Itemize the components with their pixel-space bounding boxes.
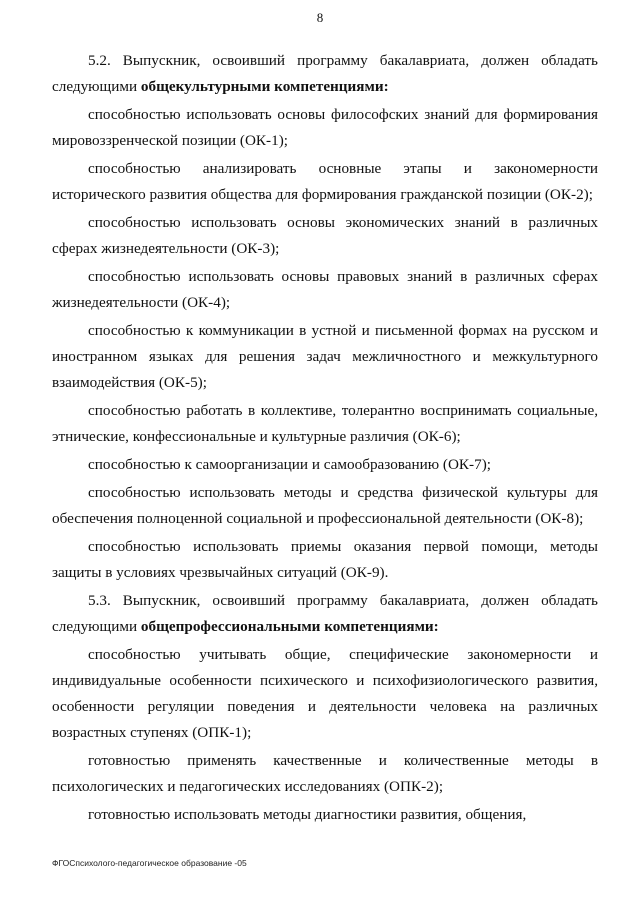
- competency-ok-2: способностью анализировать основные этапы и закономерности исторического развития общества для формирования гражданской позиции (ОК-2);: [52, 160, 598, 203]
- document-body: [52, 48, 598, 828]
- competency-ok-5: способностью к коммуникации в устной и письменной формах на русском и иностранном языках для решения задач межличностного и межкультурного взаимодействия (ОК-5);: [52, 322, 598, 391]
- competency-ok-3: способностью использовать основы экономических знаний в различных сферах жизнедеятельности (ОК-3);: [52, 214, 598, 257]
- footer-note: ФГОСпсихолого-педагогическое образование -05: [52, 858, 247, 868]
- section-5-3-intro: [52, 588, 598, 640]
- competency-ok-1: способностью использовать основы философских знаний для формирования мировоззренческой позиции (ОК-1);: [52, 106, 598, 149]
- competency-opk-3: готовностью использовать методы диагностики развития, общения,: [88, 806, 527, 823]
- competency-ok-9: способностью использовать приемы оказания первой помощи, методы защиты в условиях чрезвычайных ситуаций (ОК-9).: [52, 538, 598, 581]
- competency-ok-6: способностью работать в коллективе, толерантно воспринимать социальные, этнические, конфессиональные и культурные различия (ОК-6);: [52, 402, 598, 445]
- section-5-2-intro-text: 5.2. Выпускник, освоивший программу бакалавриата, должен обладать следующими: [52, 52, 598, 95]
- page-number: 8: [316, 10, 324, 25]
- competency-ok-7: способностью к самоорганизации и самообразованию (ОК-7);: [88, 456, 491, 473]
- competency-ok-8: способностью использовать методы и средства физической культуры для обеспечения полноценной социальной и профессиональной деятельности (ОК-8);: [52, 484, 598, 527]
- competency-opk-1: способностью учитывать общие, специфические закономерности и индивидуальные особенности психического и психофизиологического развития, особенности регуляции поведения и деятельности человека на различных возрастных ступенях (ОПК-1);: [52, 646, 598, 741]
- section-5-2-intro-bold: общекультурными компетенциями:: [140, 78, 389, 95]
- section-5-2-intro: [52, 48, 598, 100]
- section-5-3-intro-text: 5.3. Выпускник, освоивший программу бакалавриата, должен обладать следующими: [52, 592, 598, 635]
- competency-opk-2: готовностью применять качественные и количественные методы в психологических и педагогических исследованиях (ОПК-2);: [52, 752, 598, 795]
- competency-ok-4: способностью использовать основы правовых знаний в различных сферах жизнедеятельности (ОК-4);: [52, 268, 598, 311]
- section-5-3-intro-bold: общепрофессиональными компетенциями:: [140, 618, 439, 635]
